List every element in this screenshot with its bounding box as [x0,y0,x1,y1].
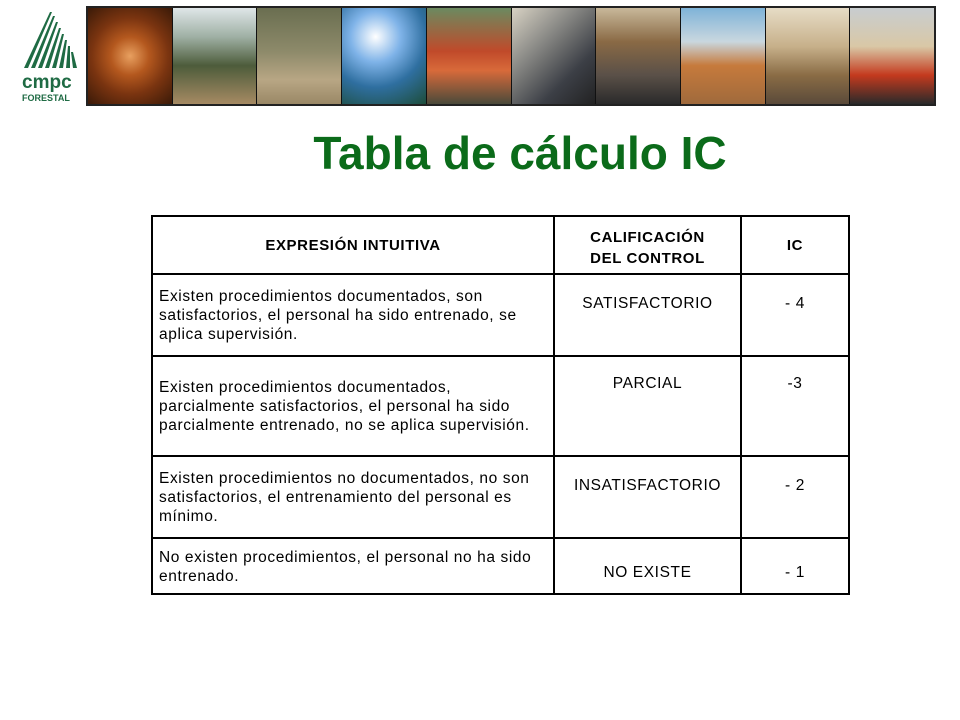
pine-cone-photo [88,8,173,104]
header-ic: IC [741,216,849,274]
table-row [152,356,849,456]
tree-logo-icon [22,10,82,72]
crew-photo [427,8,512,104]
logo-subbrand-text: FORESTAL [22,93,70,103]
logo-brand-text: cmpc [22,72,72,93]
expression-cell: Existen procedimientos no documentados, no son satisfactorios, el entrenamiento del personal es mínimo. [152,456,554,538]
logs-photo [512,8,597,104]
mill-photo [596,8,681,104]
page-title: Tabla de cálculo IC [313,127,727,179]
rating-cell: INSATISFACTORIO [554,456,741,538]
forklift-photo [850,8,934,104]
expression-cell: Existen procedimientos documentados, son satisfactorios, el personal ha sido entrenado, se aplica supervisión. [152,274,554,356]
header-expression: EXPRESIÓN INTUITIVA [152,216,554,274]
table-row [152,456,849,538]
ic-cell: - 4 [741,274,849,356]
ic-cell: -3 [741,356,849,456]
deer-photo [257,8,342,104]
rating-cell: SATISFACTORIO [554,274,741,356]
rating-cell: PARCIAL [554,356,741,456]
table-header-row [152,216,849,274]
header-rating-line1: CALIFICACIÓN [590,229,705,246]
forest-road-photo [173,8,258,104]
lumber-stacks-photo [766,8,851,104]
company-logo [14,8,88,106]
expression-cell: No existen procedimientos, el personal no ha sido entrenado. [152,538,554,594]
photo-banner [86,6,936,106]
header-rating [554,216,741,274]
lumber-yard-photo [681,8,766,104]
table-row [152,274,849,356]
ic-calculation-table [151,215,850,595]
expression-cell: Existen procedimientos documentados, parcialmente satisfactorios, el personal ha sido parcialmente entrenado, no se aplica supervisión. [152,356,554,456]
header-rating-line2: DEL CONTROL [590,250,705,267]
ic-cell: - 1 [741,538,849,594]
table-row [152,538,849,594]
seedlings-photo [342,8,427,104]
ic-cell: - 2 [741,456,849,538]
rating-cell: NO EXISTE [554,538,741,594]
